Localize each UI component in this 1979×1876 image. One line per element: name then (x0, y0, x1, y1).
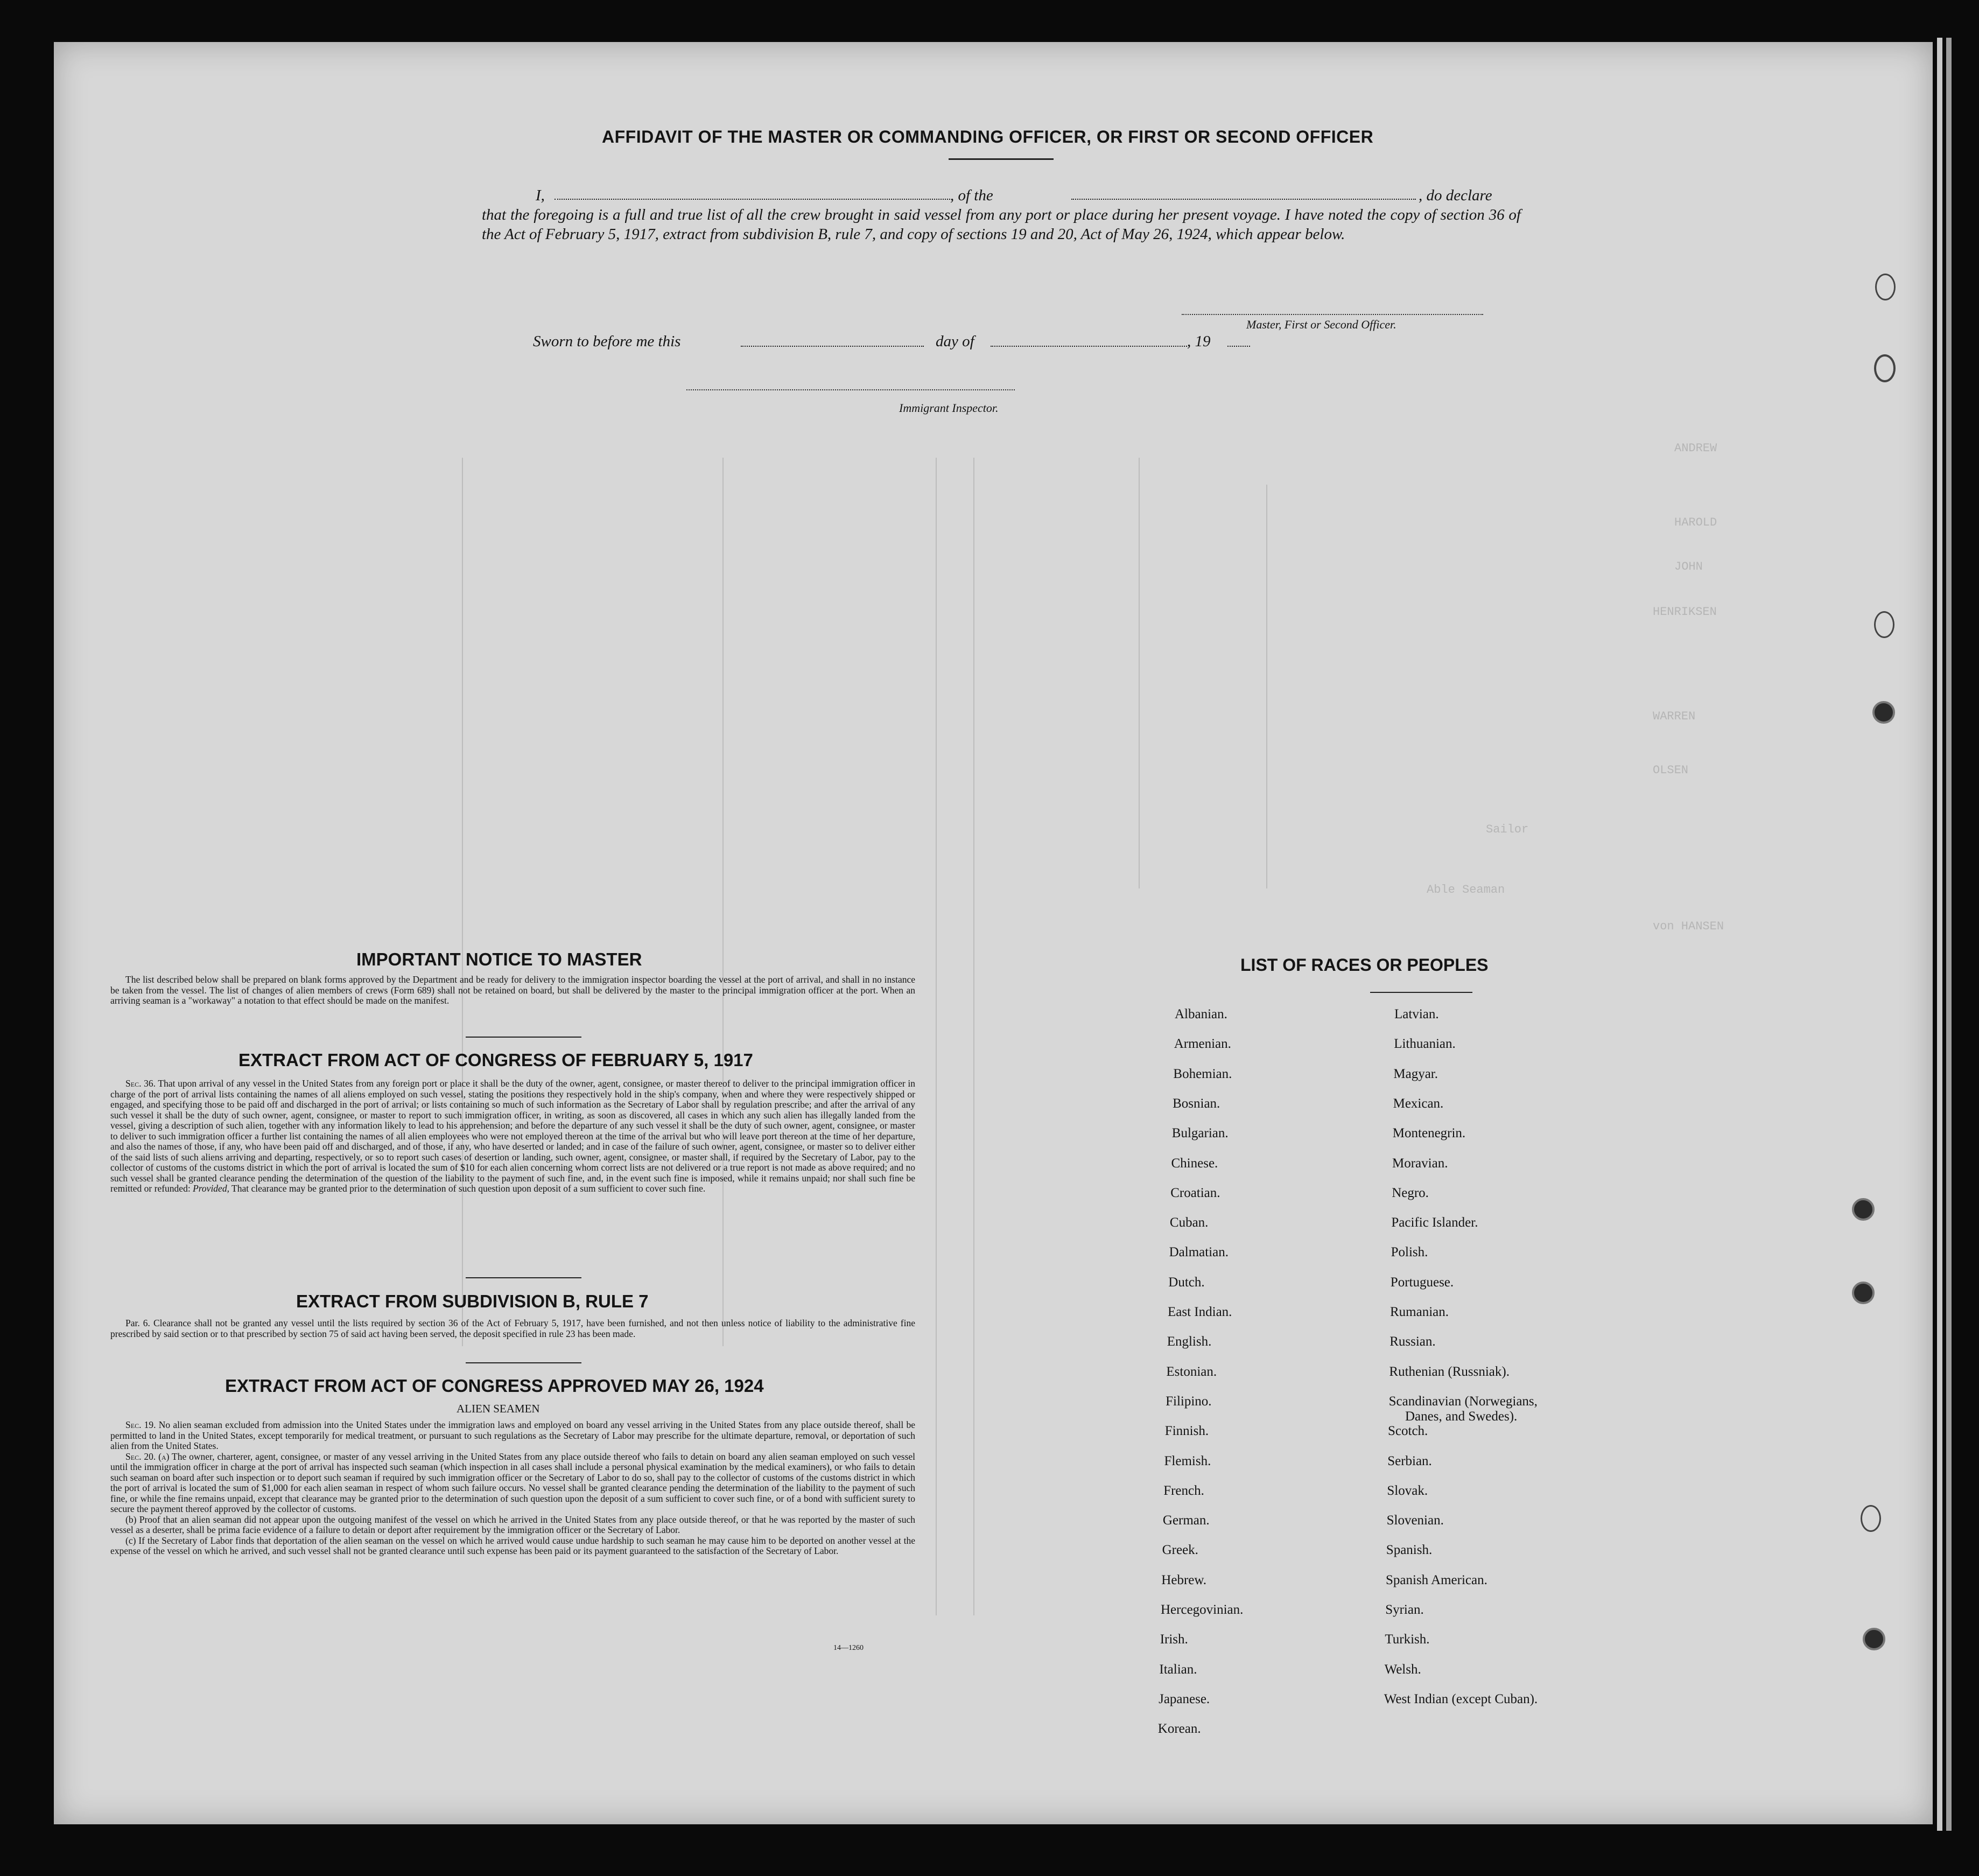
divider (466, 1362, 581, 1363)
extract-rule7-heading: EXTRACT FROM SUBDIVISION B, RULE 7 (296, 1291, 649, 1311)
section-20a (110, 1452, 915, 1515)
race-item: Latvian. (1394, 1007, 1439, 1021)
notice-text (110, 975, 915, 1006)
race-item: Lithuanian. (1394, 1037, 1456, 1052)
race-item: Russian. (1389, 1334, 1436, 1349)
race-item: Pacific Islander. (1391, 1215, 1478, 1230)
proviso-label: Provided, (193, 1183, 229, 1194)
affidavit-do-declare: , do declare (1419, 187, 1492, 204)
inspector-signature-line[interactable] (686, 389, 1015, 390)
document-sheet (54, 42, 1933, 1824)
title-underline (949, 158, 1054, 160)
divider (466, 1037, 581, 1038)
form-number: 14—1260 (833, 1644, 864, 1652)
sworn-line (533, 333, 1287, 354)
races-underline (1370, 992, 1472, 993)
race-item: Spanish. (1386, 1543, 1433, 1558)
race-item: Ruthenian (Russniak). (1389, 1364, 1510, 1379)
race-item: West Indian (except Cuban). (1384, 1691, 1538, 1706)
section-20c: (c) If the Secretary of Labor finds that deportation of the alien seaman on the vessel on which he arrived would cause undue hardship to such seaman he may cause him to be deported on another vessel at the expense of the vessel on which he arrived, and such vessel shall not be granted clearance until such expense has been paid or its payment guaranteed to the satisfaction of the Secretary of Labor. (110, 1535, 915, 1556)
race-item: Montenegrin. (1392, 1126, 1466, 1141)
race-item: German. (1162, 1513, 1210, 1528)
race-item: Armenian. (1174, 1037, 1231, 1052)
race-item: Croatian. (1170, 1185, 1220, 1200)
notice-heading: IMPORTANT NOTICE TO MASTER (356, 949, 642, 969)
master-signature-label: Master, First or Second Officer. (1246, 318, 1396, 331)
extract-1917-heading: EXTRACT FROM ACT OF CONGRESS OF FEBRUARY 5, 1917 (238, 1050, 753, 1070)
affidavit-first-line (482, 186, 1521, 205)
race-item: Slovak. (1387, 1483, 1428, 1498)
section-36-text: That upon arrival of any vessel in the United States from any foreign port or place it shall be the duty of the owner, agent, consignee, or master thereof to deliver to the principal immigration officer in charge of the port of arrival lists containing the names of all aliens employed on such vessel, stating the positions they respectively hold in the ship's company, when and where they were respectively shipped or engaged, and specifying those to be paid off and discharged in the port of arrival; or lists containing so much of such information as the Secretary of Labor shall by regulation prescribe; and after the arrival of any such vessel it shall be the duty of such owner, agent, consignee, or master to report to such immigration officer, in writing, as soon as discovered, all cases in which any such alien has illegally landed from the vessel, giving a description of such alien, together with any information likely to lead to his apprehension; and before the departure of any such vessel it shall be the duty of such owner, agent, consignee, or master to deliver to such immigration officer a further list containing the names of all alien employees who were not employed thereon at the time of the arrival but who will leave port thereon at the time of her departure, and also the names of those, if any, who have been paid off and discharged, and of those, if any, who have deserted or landed; and in case of the failure of such owner, agent, consignee, or master so to deliver either of the said lists of such aliens arriving and departing, respectively, or so to report such cases of desertion or landing, such owner, agent, consignee, or master shall, if required by the Secretary of Labor, pay to the collector of customs of the customs district in which the port of arrival is located the sum of $10 for each alien concerning whom correct lists are not delivered or a true report is not made as above required; and no such vessel shall be granted clearance pending the determination of the question of the liability to the payment of such fine, and, in the event such fine is imposed, while it remains unpaid; nor shall such fine be remitted or refunded: (110, 1078, 915, 1194)
race-item: Irish. (1160, 1632, 1188, 1647)
binder-ring-mark (1861, 1505, 1881, 1532)
binder-hole (1872, 701, 1895, 724)
race-item: English. (1167, 1334, 1212, 1349)
page-edge (1937, 38, 1942, 1831)
affidavit-of-the: , of the (950, 187, 993, 204)
race-item: Japanese. (1159, 1691, 1210, 1706)
alien-seamen-subheading: ALIEN SEAMEN (457, 1402, 540, 1415)
race-item: Albanian. (1175, 1007, 1227, 1021)
section-36 (110, 1079, 915, 1194)
affidavit-text: that the foregoing is a full and true list of all the crew brought in said vessel from any port or place during her present voyage. I have noted the copy of section 36 of the Act of February 5, 1917, extract from subdivision B, rule 7, and copy of sections 19 and 20, Act of May 26, 1924, which appear below. (482, 206, 1521, 243)
race-item: Flemish. (1164, 1453, 1211, 1468)
section-20-label: Sec. 20. (a) (125, 1451, 170, 1462)
race-item: East Indian. (1168, 1305, 1232, 1319)
race-item: Welsh. (1384, 1662, 1421, 1677)
sworn-day-field[interactable] (741, 334, 924, 347)
race-item: Italian. (1159, 1662, 1197, 1677)
year-prefix: , 19 (1187, 333, 1211, 350)
race-item: Slovenian. (1386, 1513, 1444, 1528)
race-item: Dalmatian. (1169, 1245, 1229, 1260)
race-item: Bohemian. (1173, 1066, 1232, 1081)
binder-ring-mark (1874, 354, 1896, 382)
vessel-field[interactable] (1071, 187, 1416, 200)
divider (466, 1277, 581, 1278)
extract-1924-text (110, 1420, 915, 1557)
race-item: Portuguese. (1390, 1275, 1454, 1290)
day-of-label: day of (936, 333, 974, 350)
sworn-prefix: Sworn to before me this (533, 333, 681, 350)
race-item: Scotch. (1388, 1424, 1428, 1439)
sworn-month-field[interactable] (991, 334, 1187, 347)
races-title: LIST OF RACES OR PEOPLES (1240, 955, 1489, 975)
section-19-text: No alien seaman excluded from admission into the United States under the immigration laws and employed on board any vessel arriving in the United States from any place outside thereof, shall be permitted to land in the United States, except temporarily for medical treatment, or pursuant to such regulations as the Secretary of Labor may prescribe for the ultimate departure, removal, or deportation of such alien from the United States. (110, 1419, 915, 1451)
rule7-paragraph: Par. 6. Clearance shall not be granted any vessel until the lists required by section 36 of the Act of February 5, 1917, have been furnished, and not then unless notice of liability to the administrative fine prescribed by said section or to that prescribed by section 75 of said act having been served, the deposit specified in rule 23 has been made. (110, 1318, 915, 1339)
race-item: Bosnian. (1173, 1096, 1220, 1111)
notice-paragraph: The list described below shall be prepared on blank forms approved by the Department and be ready for delivery to the immigration inspector boarding the vessel at the port of arrival, and shall in no instance be taken from the vessel. The list of changes of alien members of crews (Form 689) shall not be retained on board, but shall be delivered by the master to the principal immigration officer at the port. When an arriving seaman is a "workaway" a notation to that effect should be made on the manifest. (110, 974, 915, 1006)
race-item: Finnish. (1164, 1424, 1209, 1439)
race-item: Hebrew. (1161, 1572, 1207, 1587)
page-edge-shadow (1946, 38, 1952, 1831)
race-item: Spanish American. (1386, 1572, 1487, 1587)
race-item: Serbian. (1387, 1453, 1432, 1468)
race-item: Danes, and Swedes). (1405, 1409, 1518, 1424)
name-field[interactable] (555, 187, 950, 200)
binder-ring-mark (1874, 611, 1894, 638)
race-item: Mexican. (1393, 1096, 1444, 1111)
section-20a-text: The owner, charterer, agent, consignee, or master of any vessel arriving in the United States from any place outside thereof who fails to detain on board any alien seaman employed on such vessel until the immigration officer in charge at the port of arrival has inspected such seaman (which inspection in all cases shall include a personal physical examination by the medical examiners), or who fails to detain such seaman on board after such inspection or to deport such seaman if required by such immigration officer or the Secretary of Labor to do so, shall pay to the collector of customs of the customs district in which the port of arrival is located the sum of $1,000 for each alien seaman in respect of whom such failure occurs. No vessel shall be granted clearance pending the determination of the liability to the payment of such fine, or while the fine remains unpaid, except that clearance may be granted prior to the determination of such question upon the deposit of a sum sufficient to cover such fine, or of a bond with sufficient surety to secure the payment thereof approved by the collector of customs. (110, 1451, 916, 1514)
race-item: Polish. (1391, 1245, 1428, 1260)
sworn-year-field[interactable] (1227, 334, 1250, 347)
section-20b: (b) Proof that an alien seaman did not appear upon the outgoing manifest of the vessel on which he arrived in the United States from any place outside thereof, or that he was reported by the master of such vessel as a deserter, shall be prima facie evidence of a failure to detain or deport after requirement by the immigration officer or the Secretary of Labor. (110, 1514, 915, 1535)
race-item: Hercegovinian. (1161, 1602, 1244, 1617)
race-item: Chinese. (1171, 1156, 1218, 1171)
affidavit-title: AFFIDAVIT OF THE MASTER OR COMMANDING OFFICER, OR FIRST OR SECOND OFFICER (602, 127, 1374, 146)
section-19 (110, 1420, 915, 1452)
proviso-text: That clearance may be granted prior to the determination of such question upon deposit of a sum sufficient to cover such fine. (231, 1183, 706, 1194)
race-item: Syrian. (1385, 1602, 1424, 1617)
race-item: Scandinavian (Norwegians, (1388, 1394, 1538, 1409)
race-item: Estonian. (1166, 1364, 1217, 1379)
binder-ring-mark (1875, 274, 1896, 300)
inspector-signature-label: Immigrant Inspector. (899, 401, 999, 415)
race-item: Greek. (1162, 1543, 1198, 1558)
affidavit-body (482, 186, 1521, 244)
race-item: Rumanian. (1390, 1305, 1449, 1319)
race-item: Bulgarian. (1171, 1126, 1229, 1141)
race-item: Filipino. (1166, 1394, 1212, 1409)
race-item: Turkish. (1385, 1632, 1430, 1647)
section-19-label: Sec. 19. (125, 1419, 156, 1430)
race-item: French. (1163, 1483, 1204, 1498)
section-36-label: Sec. 36. (125, 1078, 156, 1089)
master-signature-line[interactable] (1182, 314, 1483, 315)
extract-1924-heading: EXTRACT FROM ACT OF CONGRESS APPROVED MAY 26, 1924 (225, 1376, 764, 1396)
race-item: Dutch. (1168, 1275, 1205, 1290)
binder-hole (1852, 1282, 1875, 1304)
binder-hole (1863, 1628, 1885, 1650)
binder-hole (1852, 1198, 1875, 1221)
extract-1917-text (110, 1079, 915, 1194)
affidavit-i: I, (536, 187, 545, 204)
race-item: Magyar. (1393, 1066, 1438, 1081)
race-item: Korean. (1157, 1721, 1201, 1737)
race-item: Negro. (1392, 1185, 1429, 1200)
race-item: Moravian. (1392, 1156, 1448, 1171)
extract-rule7-text (110, 1318, 915, 1339)
race-item: Cuban. (1169, 1215, 1209, 1230)
